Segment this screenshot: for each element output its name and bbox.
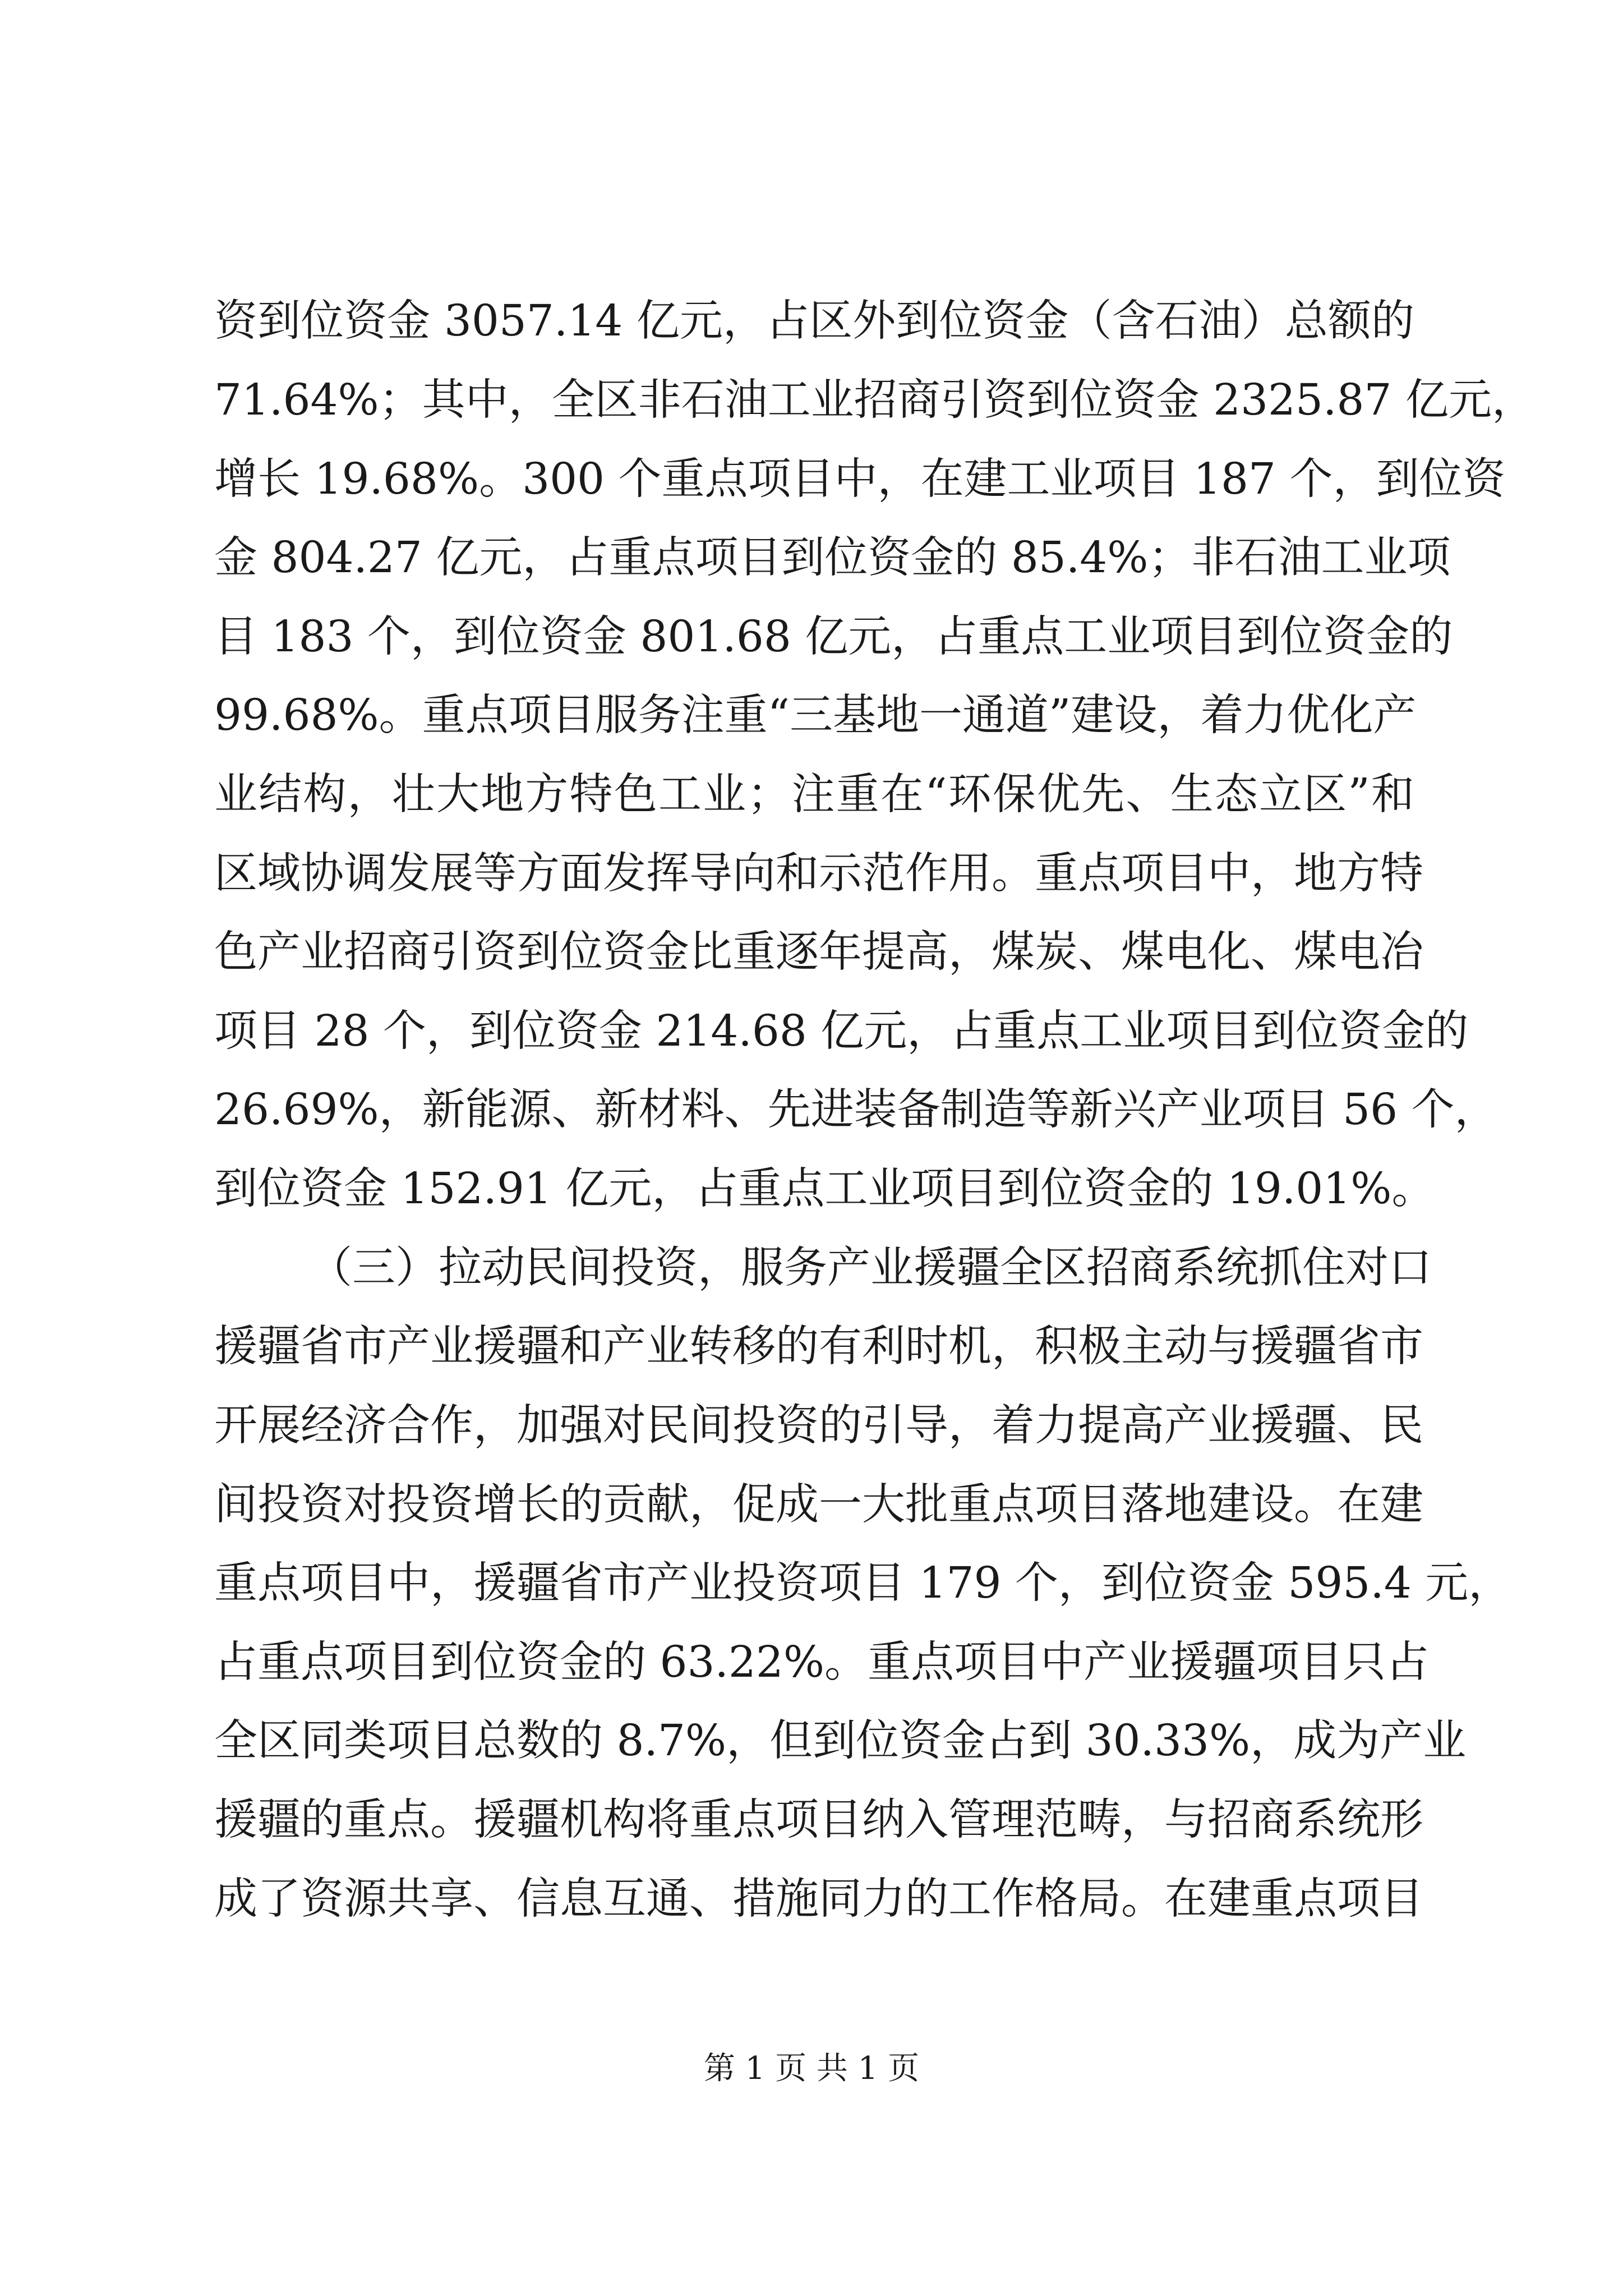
paragraph-line: 目 183 个，到位资金 801.68 亿元，占重点工业项目到位资金的 xyxy=(214,612,1453,662)
paragraph-line: 全区同类项目总数的 8.7%，但到位资金占到 30.33%，成为产业 xyxy=(214,1716,1467,1766)
section-heading-line: （三）拉动民间投资，服务产业援疆全区招商系统抓住对口 xyxy=(309,1243,1432,1293)
paragraph-line: 到位资金 152.91 亿元，占重点工业项目到位资金的 19.01%。 xyxy=(214,1164,1435,1214)
paragraph-line: 重点项目中，援疆省市产业投资项目 179 个，到位资金 595.4 元， xyxy=(214,1558,1512,1608)
paragraph-line: 项目 28 个，到位资金 214.68 亿元，占重点工业项目到位资金的 xyxy=(214,1006,1469,1056)
paragraph-line: 区域协调发展等方面发挥导向和示范作用。重点项目中，地方特 xyxy=(214,849,1423,899)
paragraph-line: 增长 19.68%。300 个重点项目中，在建工业项目 187 个，到位资 xyxy=(214,454,1506,504)
paragraph-line: 开展经济合作，加强对民间投资的引导，着力提高产业援疆、民 xyxy=(214,1401,1423,1451)
paragraph-line: 金 804.27 亿元，占重点项目到位资金的 85.4%；非石油工业项 xyxy=(214,533,1451,583)
paragraph-line: 色产业招商引资到位资金比重逐年提高，煤炭、煤电化、煤电冶 xyxy=(214,927,1423,977)
paragraph-line: 援疆的重点。援疆机构将重点项目纳入管理范畴，与招商系统形 xyxy=(214,1795,1423,1845)
paragraph-line: 成了资源共享、信息互通、措施同力的工作格局。在建重点项目 xyxy=(214,1874,1423,1924)
page-number-footer: 第 1 页 共 1 页 xyxy=(703,2050,920,2087)
paragraph-line: 71.64%；其中，全区非石油工业招商引资到位资金 2325.87 亿元， xyxy=(214,375,1535,425)
paragraph-line: 援疆省市产业援疆和产业转移的有利时机，积极主动与援疆省市 xyxy=(214,1322,1423,1372)
paragraph-line: 26.69%，新能源、新材料、先进装备制造等新兴产业项目 56 个， xyxy=(214,1085,1498,1135)
paragraph-line: 业结构，壮大地方特色工业；注重在“环保优先、生态立区”和 xyxy=(214,770,1414,820)
paragraph-line: 间投资对投资增长的贡献，促成一大批重点项目落地建设。在建 xyxy=(214,1480,1423,1530)
paragraph-line: 资到位资金 3057.14 亿元，占区外到位资金（含石油）总额的 xyxy=(214,296,1414,346)
paragraph-line: 占重点项目到位资金的 63.22%。重点项目中产业援疆项目只占 xyxy=(214,1637,1430,1687)
paragraph-line: 99.68%。重点项目服务注重“三基地一通道”建设，着力优化产 xyxy=(214,691,1417,740)
